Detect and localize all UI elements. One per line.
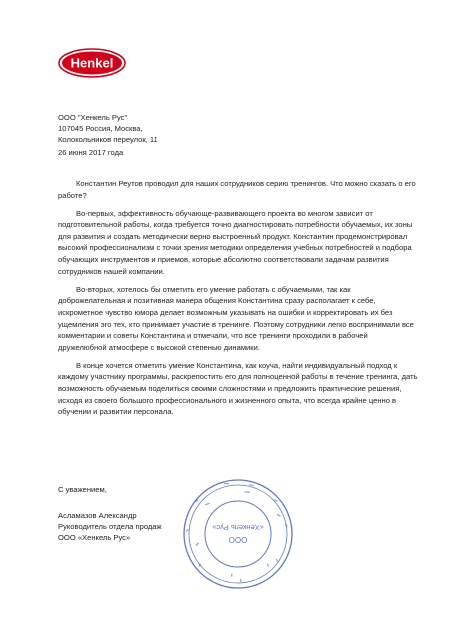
stamp-text-line2: «Хенкель Рус»: [212, 523, 264, 532]
henkel-logo-icon: [58, 48, 126, 78]
address-line-company: ООО "Хенкель Рус": [58, 113, 128, 122]
paragraph-intro: Константин Реутов проводил для наших сотрудников серию тренингов. Что можно сказать о его работе?: [58, 179, 416, 200]
signer-position: Руководитель отдела продаж: [58, 522, 162, 532]
address-line-street: Колокольников переулок, 11: [58, 135, 158, 145]
signer-company: ООО «Хенкель Рус»: [58, 533, 131, 543]
signer-name: Асламазов Александр: [58, 511, 137, 520]
henkel-logo: [58, 48, 126, 78]
closing-phrase: С уважением,: [58, 485, 107, 494]
recipient-address: [58, 112, 158, 146]
letter-date: 26 июня 2017 года: [58, 148, 124, 157]
paragraph-second: Во-вторых, хотелось бы отметить его умение работать с обучаемыми, так как доброжелательная и позитивная манера общения Константина сразу располагает к себе, искрометное чувство юмора делает возможным указывать на ошибки и корректировать их без ущемления эго тех, кто принимает участие в тренинге. Поэтому сотрудники легко воспринимали все комментарии и советы Константина и отмечали, что все тренинги проходили в рабочей дружелюбной атмосфере с высокой степенью динамики.: [58, 284, 414, 352]
company-stamp: [180, 476, 296, 592]
address-line-city: 107045 Россия, Москва,: [58, 124, 143, 134]
letter-body: [58, 178, 418, 424]
signer-block: [58, 510, 162, 544]
paragraph-first: Во-первых, эффективность обучающе-развивающего проекта во многом зависит от подготовительной работы, когда требуется точно диагностировать потребности обучаемых, их зоны для развития и создать методически верно выстроенный продукт. Константин продемонстрировал высокий профессионализм с точки зрения методики определения учебных потребностей и подбора обучающих инструментов и приемов, которые абсолютно соответствовали задачам развития сотрудников нашей компании.: [58, 208, 413, 276]
stamp-text-line1: ООО: [228, 535, 248, 544]
logo-text: Henkel: [70, 55, 114, 71]
paragraph-conclusion: В конце хочется отметить умение Константина, как коуча, найти индивидуальный подход к каждому участнику программы, раскрепостить его для полноценной работы в течение тренинга, дать возможность обучаемым поделиться своими сложностями и предложить практические решения, исходя из своего большого профессионального и жизненного опыта, что всегда крайне ценно в обучении и развитии персонала.: [58, 360, 418, 417]
stamp-seal-icon: [180, 476, 296, 592]
